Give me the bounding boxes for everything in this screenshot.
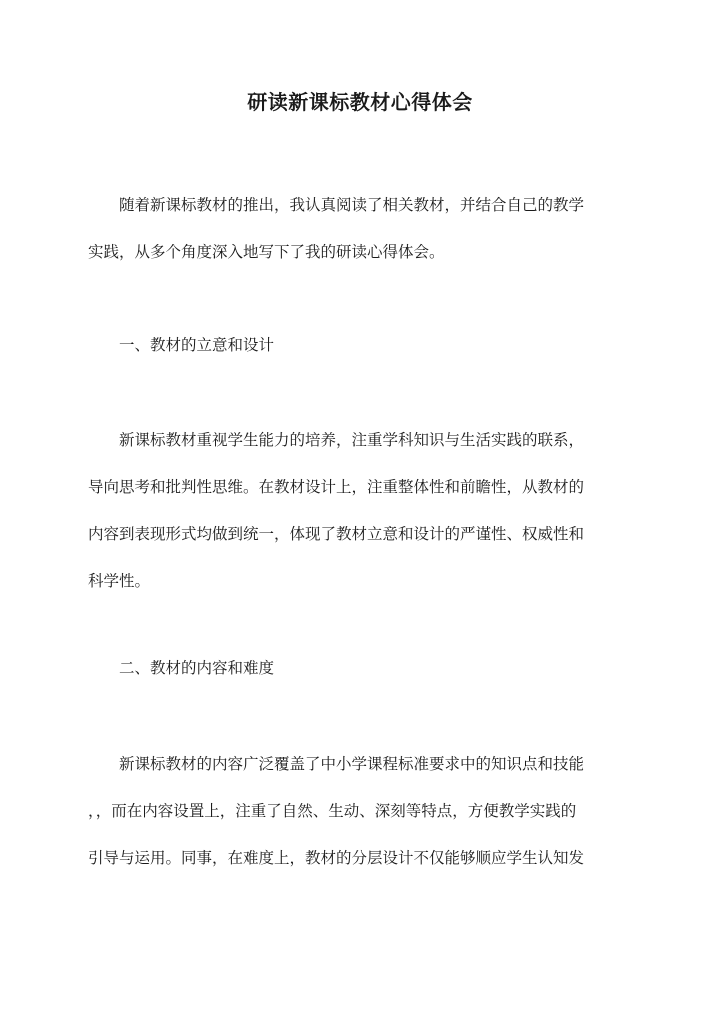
section-1-paragraph <box>88 417 631 605</box>
section-1-line-3: 内容到表现形式均做到统一，体现了教材立意和设计的严谨性、权威性和 <box>88 525 585 543</box>
section-2-heading: 二、教材的内容和难度 <box>119 659 275 677</box>
section-2-line-2: ，，而在内容设置上，注重了自然、生动、深刻等特点，方便教学实践的 <box>88 802 577 820</box>
intro-paragraph <box>88 182 631 276</box>
intro-line-2: 实践，从多个角度深入地写下了我的研读心得体会。 <box>88 243 445 261</box>
section-1-line-2: 导向思考和批判性思维。在教材设计上，注重整体性和前瞻性，从教材的 <box>88 478 585 496</box>
intro-line-1: 随着新课标教材的推出，我认真阅读了相关教材，并结合自己的教学 <box>119 196 585 214</box>
section-2-line-1: 新课标教材的内容广泛覆盖了中小学课程标准要求中的知识点和技能 <box>119 755 585 773</box>
section-1-heading: 一、教材的立意和设计 <box>119 336 275 354</box>
section-2-paragraph <box>88 741 631 882</box>
section-2-line-3: 引导与运用。同事，在难度上，教材的分层设计不仅能够顺应学生认知发 <box>88 849 585 867</box>
document-title: 研读新课标教材心得体会 <box>247 90 473 114</box>
section-1-line-4: 科学性。 <box>88 572 151 590</box>
section-1-line-1: 新课标教材重视学生能力的培养，注重学科知识与生活实践的联系， <box>119 431 585 449</box>
